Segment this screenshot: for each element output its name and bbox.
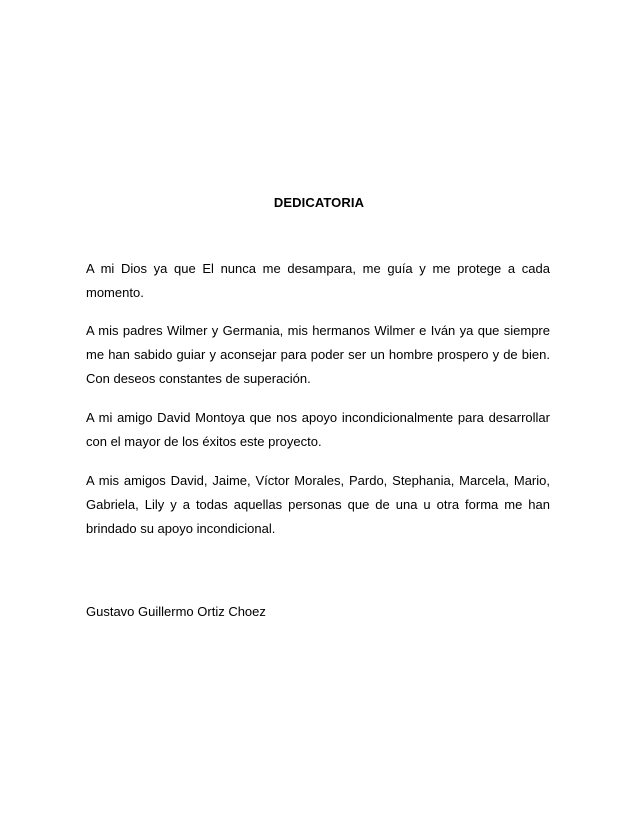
dedication-paragraph-friend: A mi amigo David Montoya que nos apoyo incondicionalmente para desarrollar con el mayor de los éxitos este proyecto.: [86, 410, 550, 449]
dedication-paragraph-friends: A mis amigos David, Jaime, Víctor Morales, Pardo, Stephania, Marcela, Mario, Gabriela, Lily y a todas aquellas personas que de una u otra forma me han brindado su apoyo incondicional.: [86, 473, 550, 536]
dedication-paragraph-family: A mis padres Wilmer y Germania, mis hermanos Wilmer e Iván ya que siempre me han sabido guiar y aconsejar para poder ser un hombre prospero y de bien. Con deseos constantes de superación.: [86, 323, 550, 386]
author-signature: Gustavo Guillermo Ortiz Choez: [86, 604, 266, 619]
page-title: DEDICATORIA: [273, 195, 365, 210]
dedication-paragraph-god: A mi Dios ya que El nunca me desampara, me guía y me protege a cada momento.: [86, 261, 550, 300]
